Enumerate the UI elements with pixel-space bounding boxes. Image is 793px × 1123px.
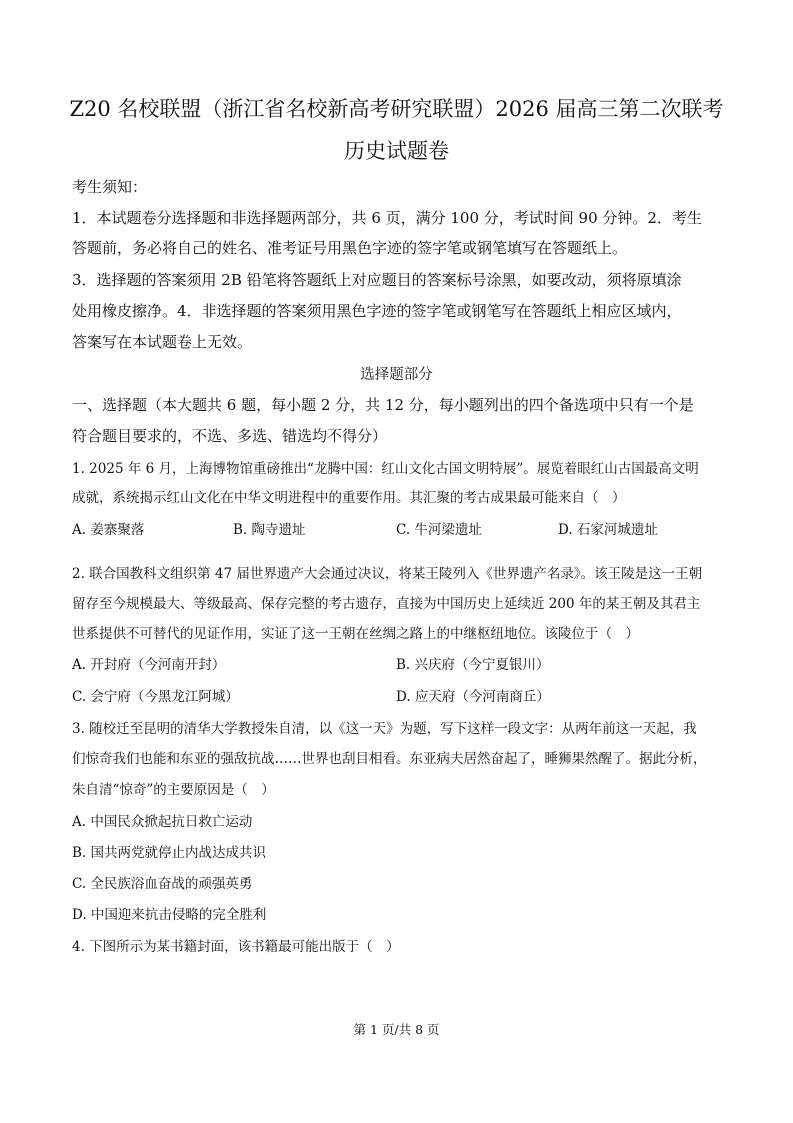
question-2-option-b: B. 兴庆府（今宁夏银川） bbox=[396, 657, 550, 673]
question-1-option-b: B. 陶寺遗址 bbox=[233, 522, 306, 538]
question-2-stem: 2. 联合国教科文组织第 47 届世界遗产大会通过决议，将某王陵列入《世界遗产名录》。该王陵是这一王朝 bbox=[72, 566, 703, 582]
notice-line: 3．选择题的答案须用 2B 铅笔将答题纸上对应题目的答案标号涂黑，如要改动，须将原填涂 bbox=[72, 271, 682, 289]
question-1-option-a: A. 姜寨聚落 bbox=[72, 522, 145, 538]
exam-subtitle: 历史试题卷 bbox=[344, 139, 449, 163]
question-2-option-a: A. 开封府（今河南开封） bbox=[72, 657, 226, 673]
exam-title: Z20 名校联盟（浙江省名校新高考研究联盟）2026 届高三第二次联考 bbox=[69, 97, 724, 121]
question-3-option-a: A. 中国民众掀起抗日救亡运动 bbox=[72, 814, 253, 830]
question-1-option-c: C. 牛河梁遗址 bbox=[396, 522, 482, 538]
question-2-option-d: D. 应天府（今河南商丘） bbox=[396, 689, 550, 705]
question-1-stem: 1. 2025 年 6 月，上海博物馆重磅推出“龙腾中国：红山文化古国文明特展”。展览着眼红山古国最高文明 bbox=[72, 461, 699, 477]
section-title: 选择题部分 bbox=[360, 367, 433, 383]
section-intro: 一、选择题（本大题共 6 题，每小题 2 分，共 12 分，每小题列出的四个备选项中只有一个是 bbox=[72, 396, 694, 414]
question-1-stem: 成就，系统揭示红山文化在中华文明进程中的重要作用。其汇聚的考古成果最可能来自（ ） bbox=[72, 490, 626, 506]
question-2-option-c: C. 会宁府（今黑龙江阿城） bbox=[72, 689, 239, 705]
question-1-option-d: D. 石家河城遗址 bbox=[558, 522, 658, 538]
question-3-stem: 朱自清“惊奇”的主要原因是（ ） bbox=[72, 782, 275, 798]
question-3-option-d: D. 中国迎来抗击侵略的完全胜利 bbox=[72, 907, 267, 923]
question-3-stem: 们惊奇我们也能和东亚的强敌抗战……世界也刮目相看。东亚病夫居然奋起了，睡狮果然醒了。据此分析， bbox=[72, 751, 707, 767]
question-3-stem: 3. 随校迁至昆明的清华大学教授朱自清，以《这一天》为题，写下这样一段文字：从两年前这一天起，我 bbox=[72, 721, 697, 737]
notice-heading: 考生须知： bbox=[72, 178, 148, 196]
question-3-option-c: C. 全民族浴血奋战的顽强英勇 bbox=[72, 876, 253, 892]
question-3-option-b: B. 国共两党就停止内战达成共识 bbox=[72, 845, 267, 861]
notice-line: 答题前，务必将自己的姓名、准考证号用黑色字迹的签字笔或钢笔填写在答题纸上。 bbox=[72, 239, 628, 257]
page-number: 第 1 页/共 8 页 bbox=[353, 1022, 440, 1037]
notice-line: 1．本试题卷分选择题和非选择题两部分，共 6 页，满分 100 分，考试时间 90 分钟。2．考生 bbox=[72, 209, 702, 227]
question-2-stem: 世系提供不可替代的见证作用，实证了这一王朝在丝绸之路上的中继枢纽地位。该陵位于（ ） bbox=[72, 626, 639, 642]
question-4-stem: 4. 下图所示为某书籍封面，该书籍最可能出版于（ ） bbox=[72, 939, 400, 955]
question-2-stem: 留存至今规模最大、等级最高、保存完整的考古遗存，直接为中国历史上延续近 200 年的某王朝及其君主 bbox=[72, 596, 701, 612]
notice-line: 处用橡皮擦净。4．非选择题的答案须用黑色字迹的签字笔或钢笔写在答题纸上相应区域内， bbox=[72, 302, 682, 320]
section-intro: 符合题目要求的，不选、多选、错选均不得分） bbox=[72, 427, 388, 445]
notice-line: 答案写在本试题卷上无效。 bbox=[72, 333, 253, 351]
